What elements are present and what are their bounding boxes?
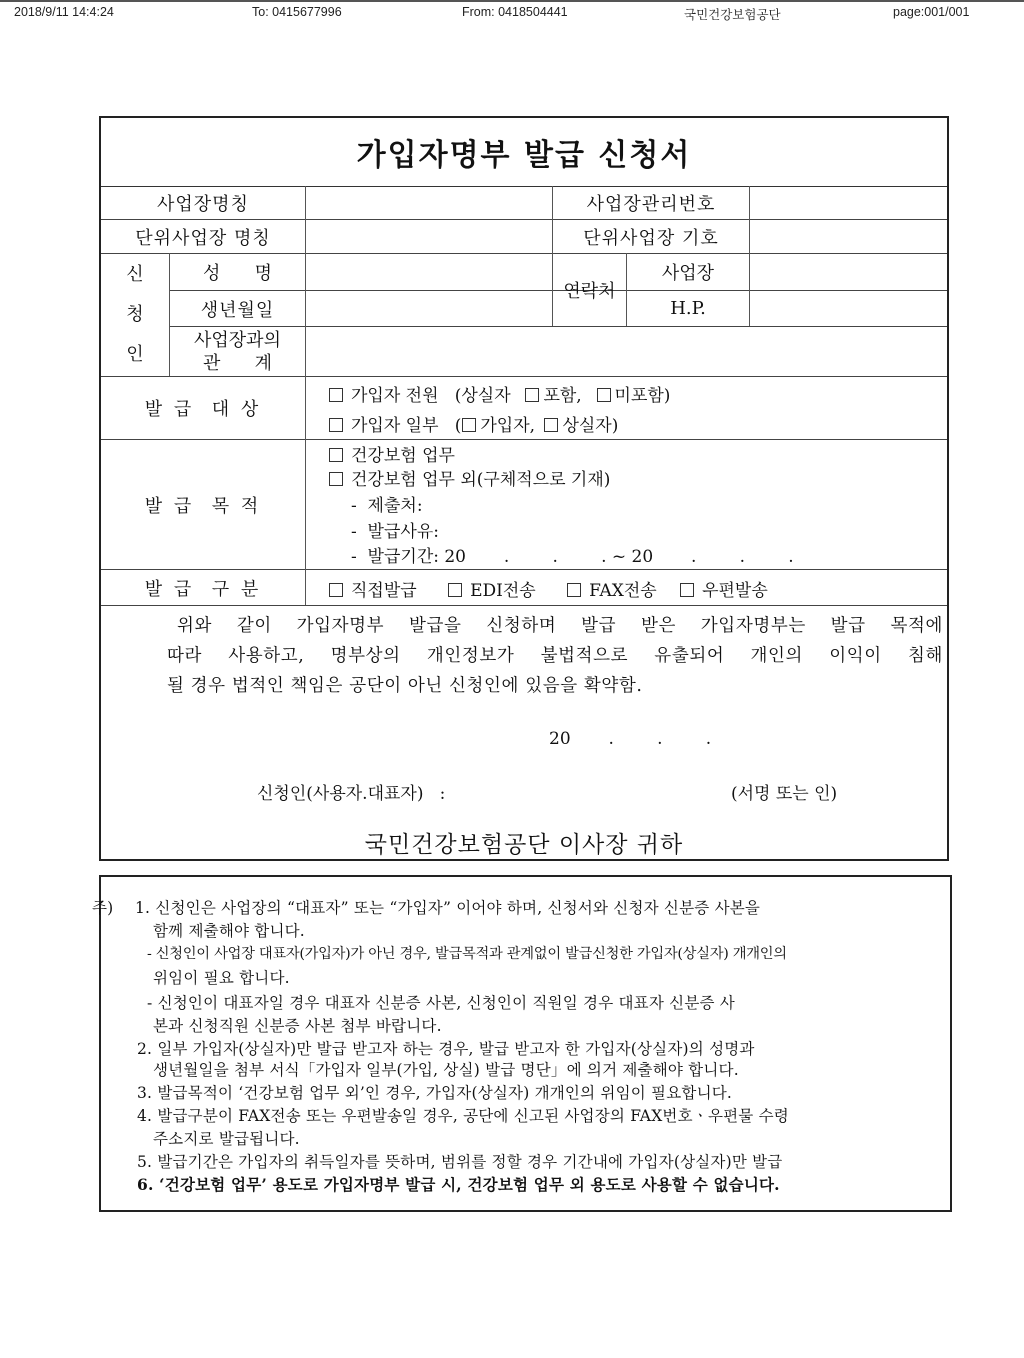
- contact-hp-field[interactable]: [750, 291, 947, 326]
- note-line: - 신청인이 대표자일 경우 대표자 신분증 사본, 신청인이 직원일 경우 대표자 신분증 사: [147, 994, 735, 1012]
- contact-label: 연락처: [563, 281, 616, 302]
- note-line: 5. 발급기간은 가입자의 취득일자를 뜻하며, 범위를 정할 경우 기간내에 가입자(상실자)만 발급: [137, 1153, 783, 1171]
- health-work-label: 건강보험 업무: [351, 446, 455, 466]
- some-members-label: 가입자 일부: [351, 416, 439, 436]
- fax-organization: 국민건강보험공단: [684, 8, 781, 22]
- fax-to-number: To: 0415677996: [252, 5, 342, 19]
- purpose-health-option: [329, 441, 455, 466]
- member-label: 가입자,: [480, 416, 536, 436]
- applicant-group-label-char: 인: [126, 344, 144, 365]
- pledge-line: 따라 사용하고, 명부상의 개인정보가 불법적으로 유출되어 개인의 이익이 침해: [167, 646, 943, 666]
- date-line[interactable]: 20 . . .: [549, 729, 712, 749]
- issue-target-label: 발 급 대 상: [144, 399, 262, 420]
- contact-workplace-label: 사업장: [661, 263, 715, 284]
- all-members-checkbox[interactable]: [329, 388, 343, 402]
- applicant-relation-field[interactable]: [306, 327, 947, 376]
- purpose-reason: - 발급사유:: [351, 522, 439, 542]
- other-work-checkbox[interactable]: [329, 472, 343, 486]
- issue-type-label: 발 급 구 분: [144, 578, 262, 600]
- lost-member-paren-label: (상실자: [454, 386, 511, 406]
- fax-label: FAX전송: [589, 581, 657, 601]
- note-line: 주소지로 발급됩니다.: [153, 1130, 300, 1148]
- note-line: 위임이 필요 합니다.: [153, 969, 290, 987]
- fax-timestamp: 2018/9/11 14:4:24: [14, 5, 114, 19]
- fax-from-number: From: 0418504441: [462, 5, 568, 19]
- applicant-relation-label-line1: 사업장과의: [194, 330, 281, 351]
- issue-target-all-option: [329, 381, 670, 406]
- fax-header: [0, 0, 1024, 24]
- exclude-checkbox[interactable]: [597, 388, 611, 402]
- edi-label: EDI전송: [470, 581, 536, 601]
- some-paren-open: (: [454, 416, 462, 436]
- unit-workplace-name-label: 단위사업장 명칭: [135, 227, 271, 249]
- addressee: 국민건강보험공단 이사장 귀하: [364, 832, 684, 858]
- exclude-label: 미포함): [614, 386, 671, 406]
- lost-member-checkbox[interactable]: [544, 418, 558, 432]
- direct-issue-label: 직접발급: [351, 581, 417, 601]
- applicant-birthdate-label: 생년월일: [200, 299, 275, 321]
- note-line: - 신청인이 사업장 대표자(가입자)가 아닌 경우, 발급목적과 관계없이 발급신청한 가입자(상실자) 개개인의: [147, 946, 787, 962]
- form-title: 가입자명부 발급 신청서: [356, 138, 692, 173]
- workplace-name-label: 사업장명칭: [157, 194, 249, 215]
- health-work-checkbox[interactable]: [329, 448, 343, 462]
- purpose-period: - 발급기간: 20 . . . ~ 20 . . .: [351, 547, 794, 567]
- contact-hp-label: H.P.: [670, 298, 706, 319]
- all-members-label: 가입자 전원: [351, 386, 439, 406]
- workplace-name-field[interactable]: [306, 187, 552, 219]
- note-line: 6. ‘건강보험 업무’ 용도로 가입자명부 발급 시, 건강보험 업무 외 용도로 사용할 수 없습니다.: [137, 1175, 780, 1194]
- applicant-birthdate-field[interactable]: [306, 291, 552, 326]
- include-label: 포함,: [543, 386, 582, 406]
- edi-checkbox[interactable]: [448, 583, 462, 597]
- note-line: 3. 발급목적이 ‘건강보험 업무 외’인 경우, 가입자(상실자) 개개인의 위임이 필요합니다.: [137, 1084, 733, 1102]
- unit-workplace-name-field[interactable]: [306, 220, 552, 253]
- applicant-group-label-char: 청: [126, 304, 144, 325]
- notes-box: [92, 875, 952, 1212]
- note-line: 2. 일부 가입자(상실자)만 발급 받고자 하는 경우, 발급 받고자 한 가입자(상실자)의 성명과: [137, 1040, 755, 1058]
- issue-target-some-option: [329, 411, 618, 436]
- unit-workplace-code-field[interactable]: [750, 220, 947, 253]
- fax-checkbox[interactable]: [567, 583, 581, 597]
- member-checkbox[interactable]: [462, 418, 476, 432]
- some-members-checkbox[interactable]: [329, 418, 343, 432]
- note-line: 4. 발급구분이 FAX전송 또는 우편발송일 경우, 공단에 신고된 사업장의 FAX번호ㆍ우편물 수령: [137, 1107, 789, 1125]
- note-line: 함께 제출해야 합니다.: [153, 922, 305, 940]
- mail-checkbox[interactable]: [680, 583, 694, 597]
- other-work-label: 건강보험 업무 외(구체적으로 기재): [351, 470, 611, 490]
- issue-type-options: [329, 576, 768, 601]
- applicant-name-field[interactable]: [306, 254, 552, 290]
- applicant-name-label: 성 명: [202, 263, 273, 284]
- pledge-line: 위와 같이 가입자명부 발급을 신청하며 발급 받은 가입자명부는 발급 목적에: [177, 616, 943, 636]
- divider: [101, 605, 947, 606]
- applicant-relation-label-line2: 관 계: [202, 353, 273, 374]
- notes-prefix: 주): [92, 899, 114, 917]
- include-checkbox[interactable]: [525, 388, 539, 402]
- purpose-submit-to: - 제출처:: [351, 496, 423, 516]
- lost-member-label: 상실자): [562, 416, 619, 436]
- pledge-line: 될 경우 법적인 책임은 공단이 아닌 신청인에 있음을 확약함.: [167, 676, 643, 696]
- purpose-other-option: [329, 465, 610, 490]
- workplace-mgmt-no-label: 사업장관리번호: [586, 194, 716, 215]
- fax-page-number: page:001/001: [893, 5, 970, 19]
- note-line: 생년월일을 첨부 서식「가입자 일부(가입, 상실) 발급 명단」에 의거 제출해야 합니다.: [153, 1061, 739, 1079]
- application-form: [99, 116, 949, 861]
- workplace-mgmt-no-field[interactable]: [750, 187, 947, 219]
- note-line: 1. 신청인은 사업장의 “대표자” 또는 “가입자” 이어야 하며, 신청서와 신청자 신분증 사본을: [135, 899, 761, 917]
- applicant-sign-label: 신청인(사용자.대표자) :: [257, 784, 446, 804]
- mail-label: 우편발송: [702, 581, 768, 601]
- direct-issue-checkbox[interactable]: [329, 583, 343, 597]
- contact-workplace-field[interactable]: [750, 254, 947, 290]
- issue-purpose-label: 발 급 목 적: [144, 495, 262, 517]
- unit-workplace-code-label: 단위사업장 기호: [583, 227, 719, 249]
- applicant-group-label-char: 신: [126, 264, 144, 285]
- sign-or-seal-label: (서명 또는 인): [731, 784, 838, 804]
- note-line: 본과 신청직원 신분증 사본 첨부 바랍니다.: [153, 1017, 442, 1035]
